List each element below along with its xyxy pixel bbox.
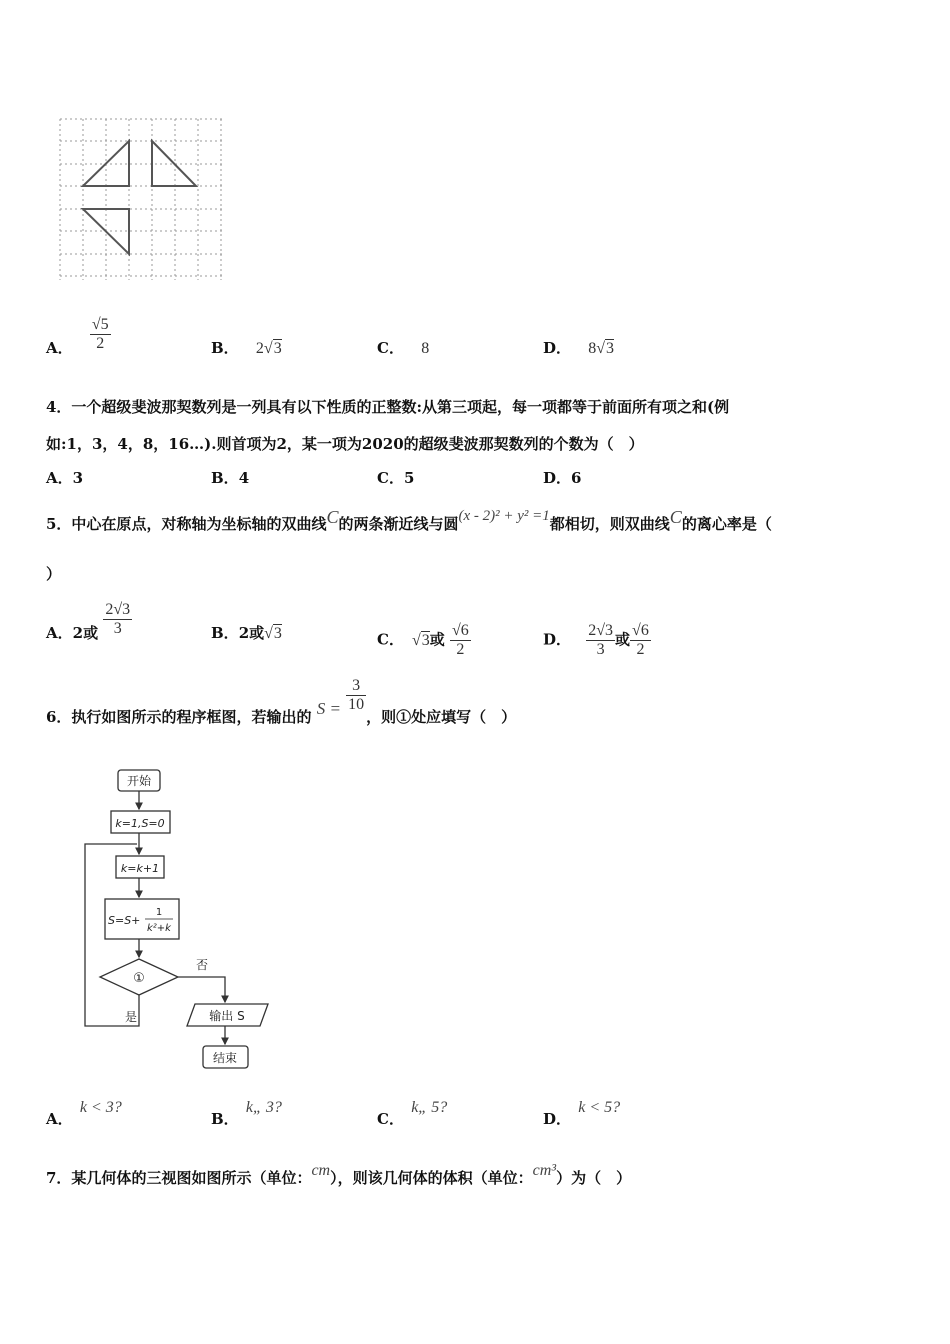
q5-text-line2: ） xyxy=(46,565,62,583)
q5-part4: 的离心率是（ xyxy=(681,515,772,533)
coefficient: 2 xyxy=(255,340,264,357)
sqrt-value: √3 xyxy=(411,631,430,649)
q3-option-c[interactable] xyxy=(377,337,429,358)
q3-option-d[interactable] xyxy=(543,337,614,358)
flowchart-no-label: 否 xyxy=(196,958,209,972)
q3-option-b[interactable] xyxy=(211,337,282,358)
q5-text-line1 xyxy=(46,507,772,534)
fraction-denominator: 2 xyxy=(450,640,471,659)
fraction xyxy=(630,622,651,659)
radicand: 3 xyxy=(273,340,282,357)
fraction xyxy=(103,601,132,638)
option-label: A． xyxy=(46,1110,73,1128)
circle-equation: (x - 2)² + y² =1 xyxy=(458,508,550,524)
q6-option-c[interactable] xyxy=(377,1099,448,1129)
flowchart-increment-text: k=k+1 xyxy=(120,862,160,875)
fraction-numerator: 3 xyxy=(352,676,361,694)
radicand: 3 xyxy=(606,340,615,357)
fraction-denominator: 10 xyxy=(348,695,365,713)
var-c: C xyxy=(326,507,339,527)
option-label: D． xyxy=(543,630,572,649)
fraction-denominator: 2 xyxy=(90,334,111,353)
q4-text-line2: 如:1，3，4，8，16…).则首项为2，某一项为2020的超级斐波那契数列的个数为（ ） xyxy=(46,435,644,453)
option-value: 5 xyxy=(403,469,415,487)
q7-part2: ），则该几何体的体积（单位： xyxy=(330,1169,533,1187)
flowchart-start-text: 开始 xyxy=(126,774,152,788)
flowchart-condition-text: ① xyxy=(133,971,145,986)
fraction xyxy=(450,622,471,659)
option-value: 3 xyxy=(72,469,84,487)
fraction-numerator: 2√3 xyxy=(588,622,614,639)
flowchart-yes-label: 是 xyxy=(125,1010,138,1024)
option-text: 或 xyxy=(429,630,445,649)
q5-option-b[interactable] xyxy=(211,622,282,643)
s-fraction xyxy=(346,677,366,714)
option-label: C． xyxy=(377,630,404,649)
option-label: B． xyxy=(211,339,239,357)
q3-c-value: 8 xyxy=(421,340,430,357)
q7-text xyxy=(46,1162,632,1188)
q4-option-a[interactable] xyxy=(46,467,83,488)
option-label: D． xyxy=(543,469,572,487)
fraction-denominator: 3 xyxy=(586,640,615,659)
option-value: k < 5? xyxy=(578,1099,621,1116)
flowchart-sum-numerator: 1 xyxy=(155,907,163,918)
q4-text-line1: 4．一个超级斐波那契数列是一列具有以下性质的正整数:从第三项起，每一项都等于前面所有项之和(例 xyxy=(46,398,730,416)
q5-option-c[interactable] xyxy=(377,622,471,659)
fraction xyxy=(586,622,615,659)
option-text: 2或 xyxy=(238,624,265,642)
option-label: A． xyxy=(46,469,73,487)
option-text: 2或 xyxy=(72,624,99,642)
option-value: 6 xyxy=(571,469,582,487)
option-label: D． xyxy=(543,1110,572,1128)
q3-d-value: 8√3 xyxy=(588,340,615,357)
q5-option-a[interactable] xyxy=(46,600,132,643)
option-label: B． xyxy=(211,1110,239,1128)
coefficient: 8 xyxy=(588,340,597,357)
flowchart-init-text: k=1,S=0 xyxy=(115,817,165,830)
unit-cm: cm xyxy=(311,1162,331,1179)
s-variable: S = xyxy=(316,699,341,718)
q5-part1: 5．中心在原点，对称轴为坐标轴的双曲线 xyxy=(46,515,327,533)
fraction-denominator: 2 xyxy=(630,640,651,659)
flowchart-output-text: 输出 S xyxy=(209,1009,245,1023)
fraction-numerator: √6 xyxy=(632,622,649,639)
flowchart-end-text: 结束 xyxy=(212,1051,238,1065)
q6-text xyxy=(46,676,517,727)
q3-option-a[interactable] xyxy=(46,315,111,358)
sqrt-value: √3 xyxy=(264,625,282,642)
fraction-denominator: 3 xyxy=(103,619,132,638)
option-label: B． xyxy=(211,469,239,487)
q7-part3: ）为（ ） xyxy=(556,1169,632,1187)
q5-part2: 的两条渐近线与圆 xyxy=(338,515,459,533)
q7-part1: 7．某几何体的三视图如图所示（单位： xyxy=(46,1169,312,1187)
q6-option-a[interactable] xyxy=(46,1099,122,1129)
option-value: 4 xyxy=(238,469,250,487)
option-value: k < 3? xyxy=(79,1099,122,1116)
radicand: 3 xyxy=(421,631,430,649)
option-value: k„ 5? xyxy=(411,1099,448,1116)
radicand: 3 xyxy=(273,625,282,642)
option-label: A． xyxy=(46,339,73,357)
option-label: C． xyxy=(377,1110,404,1128)
q6-part1: 6．执行如图所示的程序框图，若输出的 xyxy=(46,708,312,726)
flowchart-sum-prefix: S=S+ xyxy=(108,914,141,927)
option-label: A． xyxy=(46,624,73,642)
q5-part3: 都相切，则双曲线 xyxy=(549,515,670,533)
side-view-triangle xyxy=(152,141,196,186)
fraction-numerator: √6 xyxy=(451,622,469,639)
program-flowchart xyxy=(80,764,280,1076)
option-label: D． xyxy=(543,339,572,357)
q3-a-fraction xyxy=(90,316,111,353)
option-label: C． xyxy=(377,339,404,357)
q4-option-c[interactable] xyxy=(377,467,414,488)
q4-option-d[interactable] xyxy=(543,467,581,488)
q5-option-d[interactable] xyxy=(543,622,651,659)
q4-option-b[interactable] xyxy=(211,467,249,488)
option-label: C． xyxy=(377,469,404,487)
q3-b-value: 2√3 xyxy=(255,340,282,357)
var-c: C xyxy=(669,507,682,527)
q6-option-d[interactable] xyxy=(543,1099,621,1129)
fraction-numerator: √5 xyxy=(91,315,109,333)
option-label: B． xyxy=(211,624,239,642)
unit-cm3: cm³ xyxy=(532,1162,557,1179)
option-text: 或 xyxy=(615,630,631,649)
fraction-numerator: 2√3 xyxy=(105,600,131,618)
three-view-grid xyxy=(56,114,226,286)
q6-part2: ，则①处应填写（ ） xyxy=(366,708,517,726)
q6-option-b[interactable] xyxy=(211,1099,282,1129)
option-value: k„ 3? xyxy=(245,1099,282,1116)
flowchart-sum-denominator: k²+k xyxy=(147,923,171,934)
